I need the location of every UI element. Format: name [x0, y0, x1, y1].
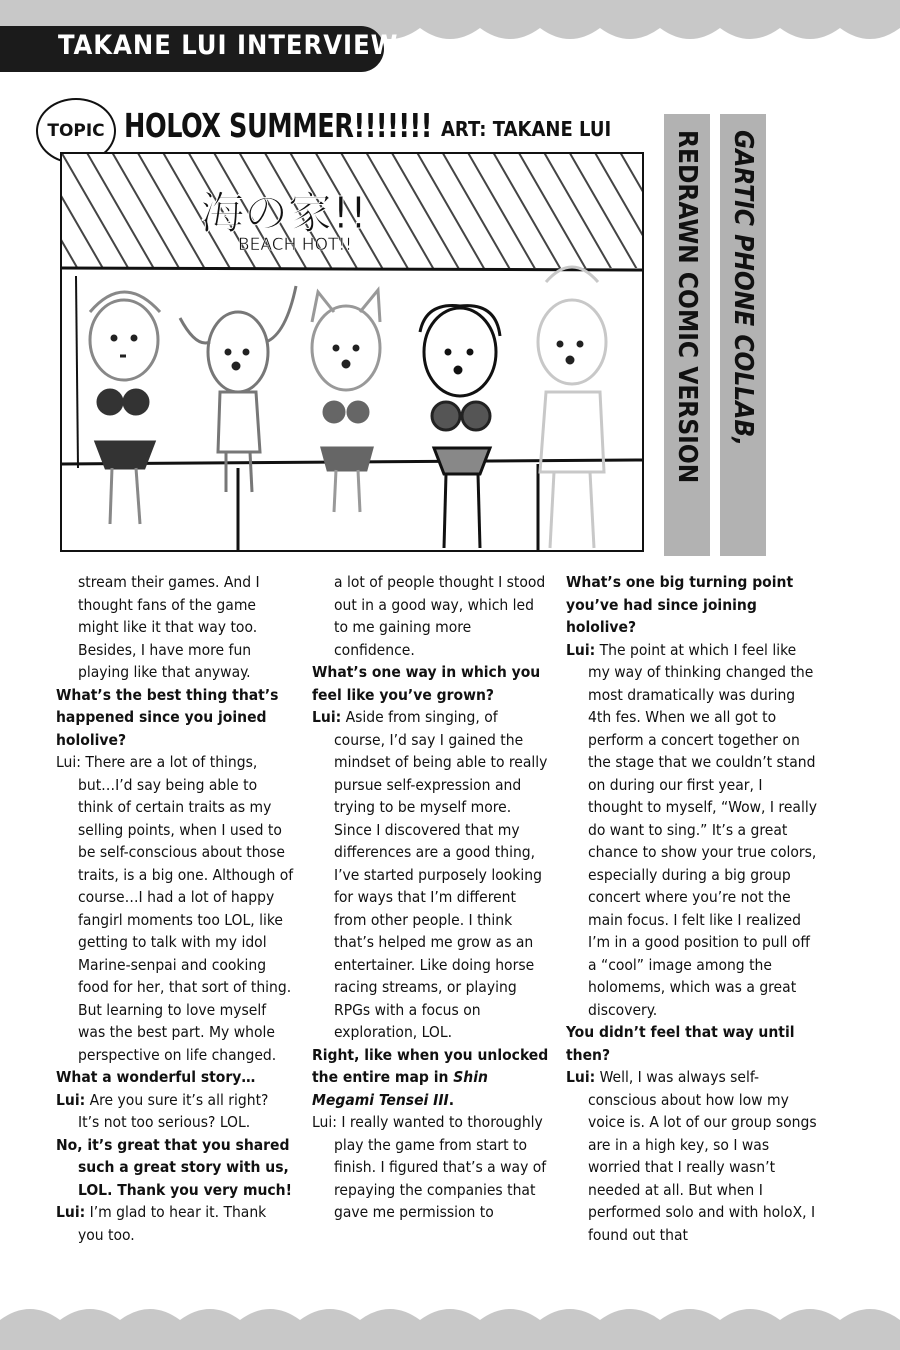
- lui-answer: [312, 706, 552, 1044]
- header-title: TAKANE LUI INTERVIEW: [58, 30, 399, 61]
- lui-answer: [56, 1201, 294, 1246]
- interviewer-question: What’s one way in which you feel like you’ve grown?: [312, 663, 541, 704]
- art-credit: ART: TAKANE LUI: [441, 117, 612, 141]
- question-end: .: [448, 1090, 455, 1109]
- sign-japanese: 海の家!!: [200, 188, 368, 239]
- lui-answer: [566, 1066, 818, 1246]
- game-title: Shin Megami Tensei III: [312, 1068, 488, 1109]
- speaker-label: Lui:: [56, 1203, 86, 1221]
- interviewer-question: What a wonderful story…: [56, 1068, 256, 1086]
- interviewer-question: What’s the best thing that’s happened since you joined hololive?: [56, 685, 279, 749]
- answer-text: There are a lot of things, but…I’d say being able to think of certain traits as my selling points, when I used to be self-conscious about those traits, is a big one. Although of course…I had a lot of happy fangirl moments too LOL, like getting to talk with my idol Marine-senpai and cooking food for her, that sort of thing. But learning to love myself was the best part. My whole perspective on life changed.: [78, 753, 294, 1064]
- interview-column-2: [312, 571, 552, 1224]
- speaker-label: Lui:: [56, 753, 81, 771]
- answer-text: Well, I was always self-conscious about how low my voice is. A lot of our group songs are in a high key, so I was worried that I really wasn’t needed at all. But when I performed solo and with holoX, I found out that: [588, 1068, 817, 1244]
- speaker-label: Lui:: [312, 1113, 337, 1131]
- topic-badge: TOPIC: [36, 98, 116, 164]
- interview-column-1: [56, 571, 294, 1246]
- answer-text: I really wanted to thoroughly play the game from start to finish. I figured that’s a way of repaying the companies that gave me permission to: [334, 1113, 547, 1221]
- speaker-label: Lui:: [566, 640, 596, 659]
- speaker-label: Lui:: [56, 1090, 86, 1109]
- side-band-redrawn: [664, 114, 710, 556]
- lui-answer: [56, 1089, 294, 1134]
- answer-text: The point at which I feel like my way of thinking changed the most dramatically was during 4th fes. When we all got to perform a concert together on the stage that we couldn’t stand on during our first year, I thought to myself, “Wow, I really do want to sing.” It’s a great chance to show your true colors, especially during a big group concert where you’re not the main focus. I felt like I realized I’m in a good position to pull off a “cool” image among the holomems, which was a great discovery.: [588, 640, 817, 1019]
- lui-answer: [566, 639, 818, 1022]
- sign-english: BEACH HOT!!: [238, 235, 352, 255]
- bottom-scallop-border: [0, 1290, 900, 1350]
- side-band-gartic-text: GARTIC PHONE COLLAB,: [728, 130, 758, 447]
- side-band-gartic: [720, 114, 766, 556]
- interviewer-question: You didn’t feel that way until then?: [566, 1023, 795, 1064]
- interviewer-question: No, it’s great that you shared such a great story with us, LOL. Thank you very much!: [56, 1135, 292, 1199]
- lui-answer: [312, 1111, 552, 1224]
- continued-text: stream their games. And I thought fans of the game might like it that way too. Besides, I have more fun playing like that anyway.: [78, 573, 260, 681]
- continued-text: a lot of people thought I stood out in a good way, which led to me gaining more confidence.: [334, 573, 546, 659]
- interview-column-3: [566, 571, 818, 1246]
- question-text: Right, like when you unlocked the entire map in: [312, 1045, 549, 1086]
- speaker-label: Lui:: [566, 1068, 596, 1086]
- speaker-label: Lui:: [312, 708, 342, 726]
- side-band-redrawn-text: REDRAWN COMIC VERSION: [672, 130, 702, 484]
- answer-text: Are you sure it’s all right? It’s not too serious? LOL.: [78, 1090, 269, 1131]
- lui-answer: [56, 751, 294, 1066]
- interviewer-question: [312, 1044, 552, 1112]
- answer-text: Aside from singing, of course, I’d say I gained the mindset of being able to really pursue self-expression and trying to be myself more. Since I discovered that my differences are a good thing, I’ve started purposely looking for ways that I’m different from other people. I think that’s helped me grow as an entertainer. Like doing horse racing streams, or playing RPGs with a focus on exploration, LOL.: [334, 708, 548, 1041]
- artwork-illustration: [60, 152, 644, 552]
- topic-title: HOLOX SUMMER!!!!!!!: [124, 106, 432, 145]
- interviewer-question: What’s one big turning point you’ve had since joining hololive?: [566, 573, 794, 636]
- answer-text: I’m glad to hear it. Thank you too.: [78, 1203, 267, 1244]
